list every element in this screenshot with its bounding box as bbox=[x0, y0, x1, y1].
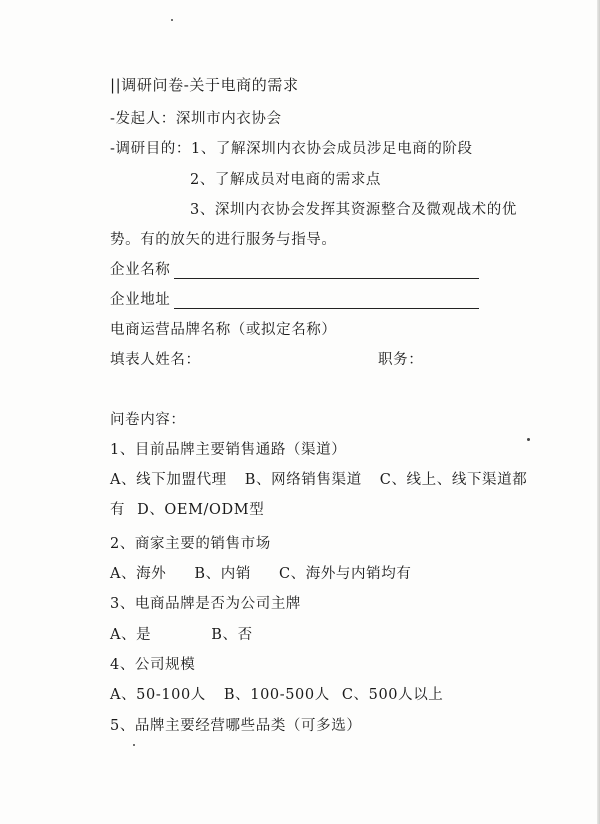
q1-option-d: D、OEM/ODM型 bbox=[137, 502, 265, 518]
q1-option-c: C、线上、线下渠道都 bbox=[379, 472, 528, 488]
q1-option-c-cont: 有 bbox=[110, 502, 126, 518]
question-4-options bbox=[110, 686, 443, 704]
purpose-item-3-cont: 势。有的放矢的进行服务与指导。 bbox=[110, 232, 337, 248]
initiator-label: -发起人： bbox=[110, 111, 176, 127]
question-1-options-cont bbox=[110, 501, 264, 519]
question-2-options bbox=[110, 565, 411, 583]
question-1-options bbox=[110, 471, 527, 489]
purpose-item-3: 3、深圳内衣协会发挥其资源整合及微观战术的优 bbox=[190, 202, 517, 218]
initiator-row bbox=[110, 110, 282, 128]
filler-name-label: 填表人姓名： bbox=[110, 352, 201, 368]
question-1: 1、目前品牌主要销售通路（渠道） bbox=[110, 442, 347, 458]
brand-name-label: 电商运营品牌名称（或拟定名称） bbox=[110, 322, 337, 338]
q2-option-b: B、内销 bbox=[194, 566, 251, 582]
company-address-field bbox=[110, 291, 479, 309]
company-name-label: 企业名称 bbox=[110, 262, 171, 278]
scan-speck bbox=[171, 19, 173, 21]
q1-option-b: B、网络销售渠道 bbox=[244, 472, 362, 488]
purpose-row bbox=[110, 140, 473, 158]
position-label: 职务： bbox=[378, 352, 424, 368]
company-address-label: 企业地址 bbox=[110, 292, 171, 308]
question-4: 4、公司规模 bbox=[110, 657, 196, 673]
question-2: 2、商家主要的销售市场 bbox=[110, 536, 271, 552]
company-name-field bbox=[110, 261, 479, 279]
q3-option-b: B、否 bbox=[211, 627, 253, 643]
question-5: 5、品牌主要经营哪些品类（可多选） bbox=[110, 718, 362, 734]
purpose-label: -调研目的： bbox=[110, 141, 191, 157]
scan-speck bbox=[527, 438, 530, 441]
q4-option-a: A、50-100人 bbox=[110, 687, 206, 703]
company-address-blank[interactable] bbox=[174, 294, 479, 309]
scan-speck bbox=[133, 744, 135, 746]
questionnaire-heading: 问卷内容： bbox=[110, 412, 186, 428]
q2-option-a: A、海外 bbox=[110, 566, 167, 582]
q4-option-c: C、500人以上 bbox=[341, 687, 444, 703]
q1-option-a: A、线下加盟代理 bbox=[110, 472, 227, 488]
question-3-options bbox=[110, 626, 253, 644]
q2-option-c: C、海外与内销均有 bbox=[278, 566, 412, 582]
initiator-value: 深圳市内衣协会 bbox=[175, 111, 282, 127]
purpose-item-2: 2、了解成员对电商的需求点 bbox=[190, 172, 382, 188]
company-name-blank[interactable] bbox=[174, 264, 479, 279]
q4-option-b: B、100-500人 bbox=[223, 687, 330, 703]
document-title: ||调研问卷-关于电商的需求 bbox=[110, 76, 299, 94]
question-3: 3、电商品牌是否为公司主牌 bbox=[110, 596, 302, 612]
q3-option-a: A、是 bbox=[110, 627, 152, 643]
purpose-item-1: 1、了解深圳内衣协会成员涉足电商的阶段 bbox=[191, 141, 473, 157]
